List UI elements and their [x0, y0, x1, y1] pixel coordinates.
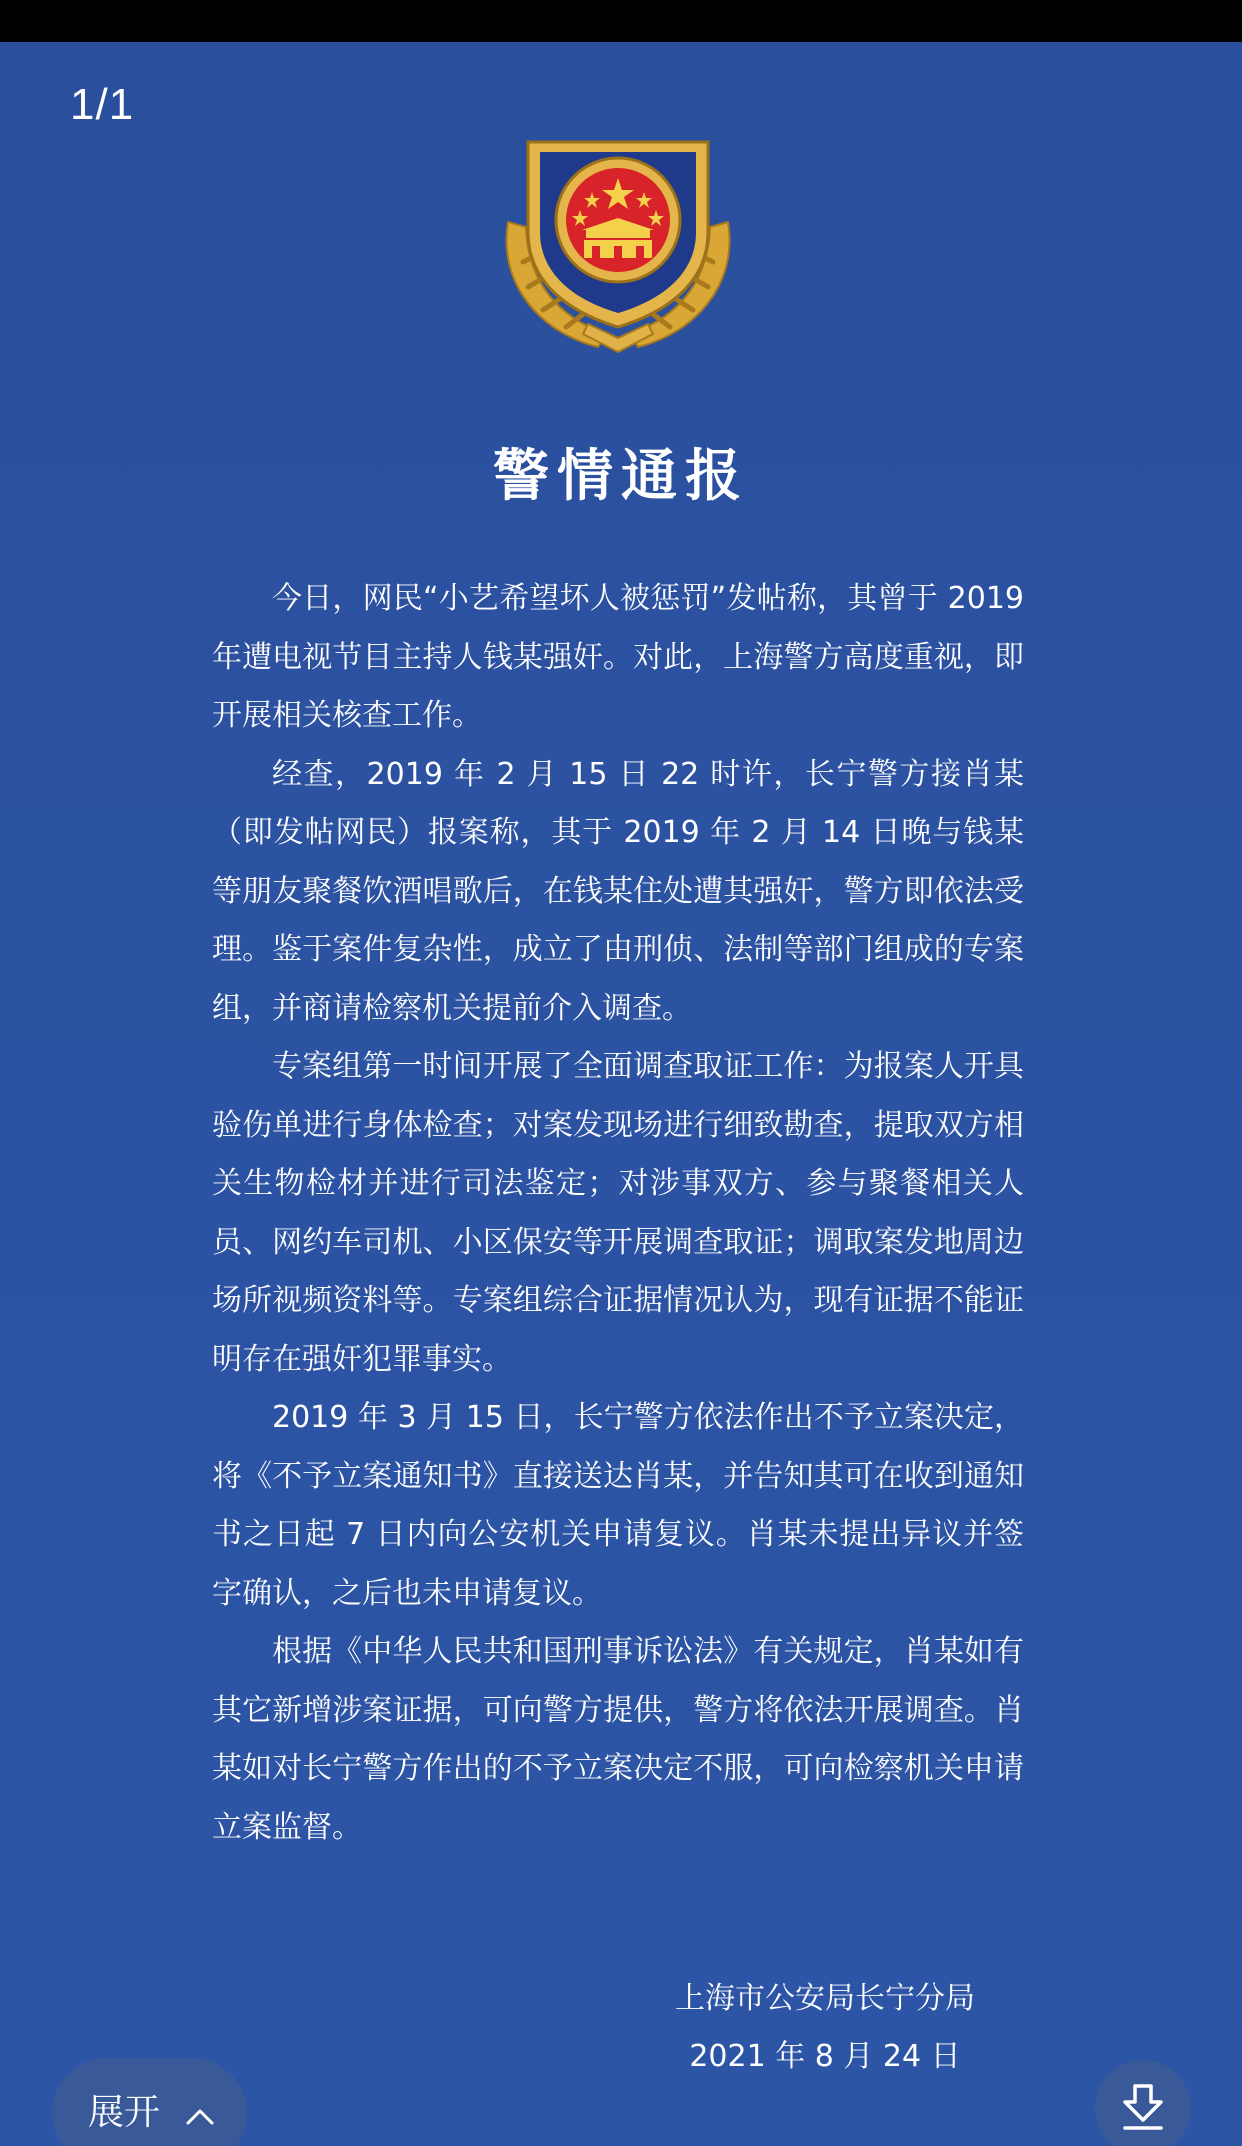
paragraph: 专案组第一时间开展了全面调查取证工作：为报案人开具验伤单进行身体检查；对案发现场进行细致勘查，提取双方相关生物检材并进行司法鉴定；对涉事双方、参与聚餐相关人员、网约车司机、小区保安等开展调查取证；调取案发地周边场所视频资料等。专案组综合证据情况认为，现有证据不能证明存在强奸犯罪事实。 [212, 1049, 1024, 1377]
expand-button[interactable] [52, 2058, 247, 2146]
expand-label: 展开 [88, 2092, 161, 2133]
paragraph: 今日，网民“小艺希望坏人被惩罚”发帖称，其曾于 2019 年遭电视节目主持人钱某强奸。对此，上海警方高度重视，即开展相关核查工作。 [212, 581, 1024, 733]
download-icon [1121, 2082, 1165, 2132]
page-counter: 1/1 [70, 80, 135, 129]
paragraph: 根据《中华人民共和国刑事诉讼法》有关规定，肖某如有其它新增涉案证据，可向警方提供，警方将依法开展调查。肖某如对长宁警方作出的不予立案决定不服，可向检察机关申请立案监督。 [212, 1634, 1024, 1845]
signature-block [640, 1970, 1010, 2086]
status-bar [0, 0, 1242, 42]
issuer: 上海市公安局长宁分局 [675, 1981, 975, 2016]
paragraph: 经查，2019 年 2 月 15 日 22 时许，长宁警方接肖某（即发帖网民）报案称，其于 2019 年 2 月 14 日晚与钱某等朋友聚餐饮酒唱歌后，在钱某住处遭其强奸，警方即依法受理。鉴于案件复杂性，成立了由刑侦、法制等部门组成的专案组，并商请检察机关提前介入调查。 [212, 756, 1024, 1026]
issue-date: 2021 年 8 月 24 日 [689, 2039, 961, 2074]
police-notice-image [0, 42, 1242, 2146]
notice-body [212, 570, 1024, 1857]
paragraph: 2019 年 3 月 15 日，长宁警方依法作出不予立案决定，将《不予立案通知书》直接送达肖某，并告知其可在收到通知书之日起 7 日内向公安机关申请复议。肖某未提出异议并签字确认，之后也未申请复议。 [212, 1400, 1024, 1611]
download-button[interactable] [1095, 2060, 1191, 2146]
page-title: 警情通报 [493, 444, 749, 509]
police-emblem-icon [488, 112, 748, 362]
chevron-up-icon [185, 2094, 215, 2135]
